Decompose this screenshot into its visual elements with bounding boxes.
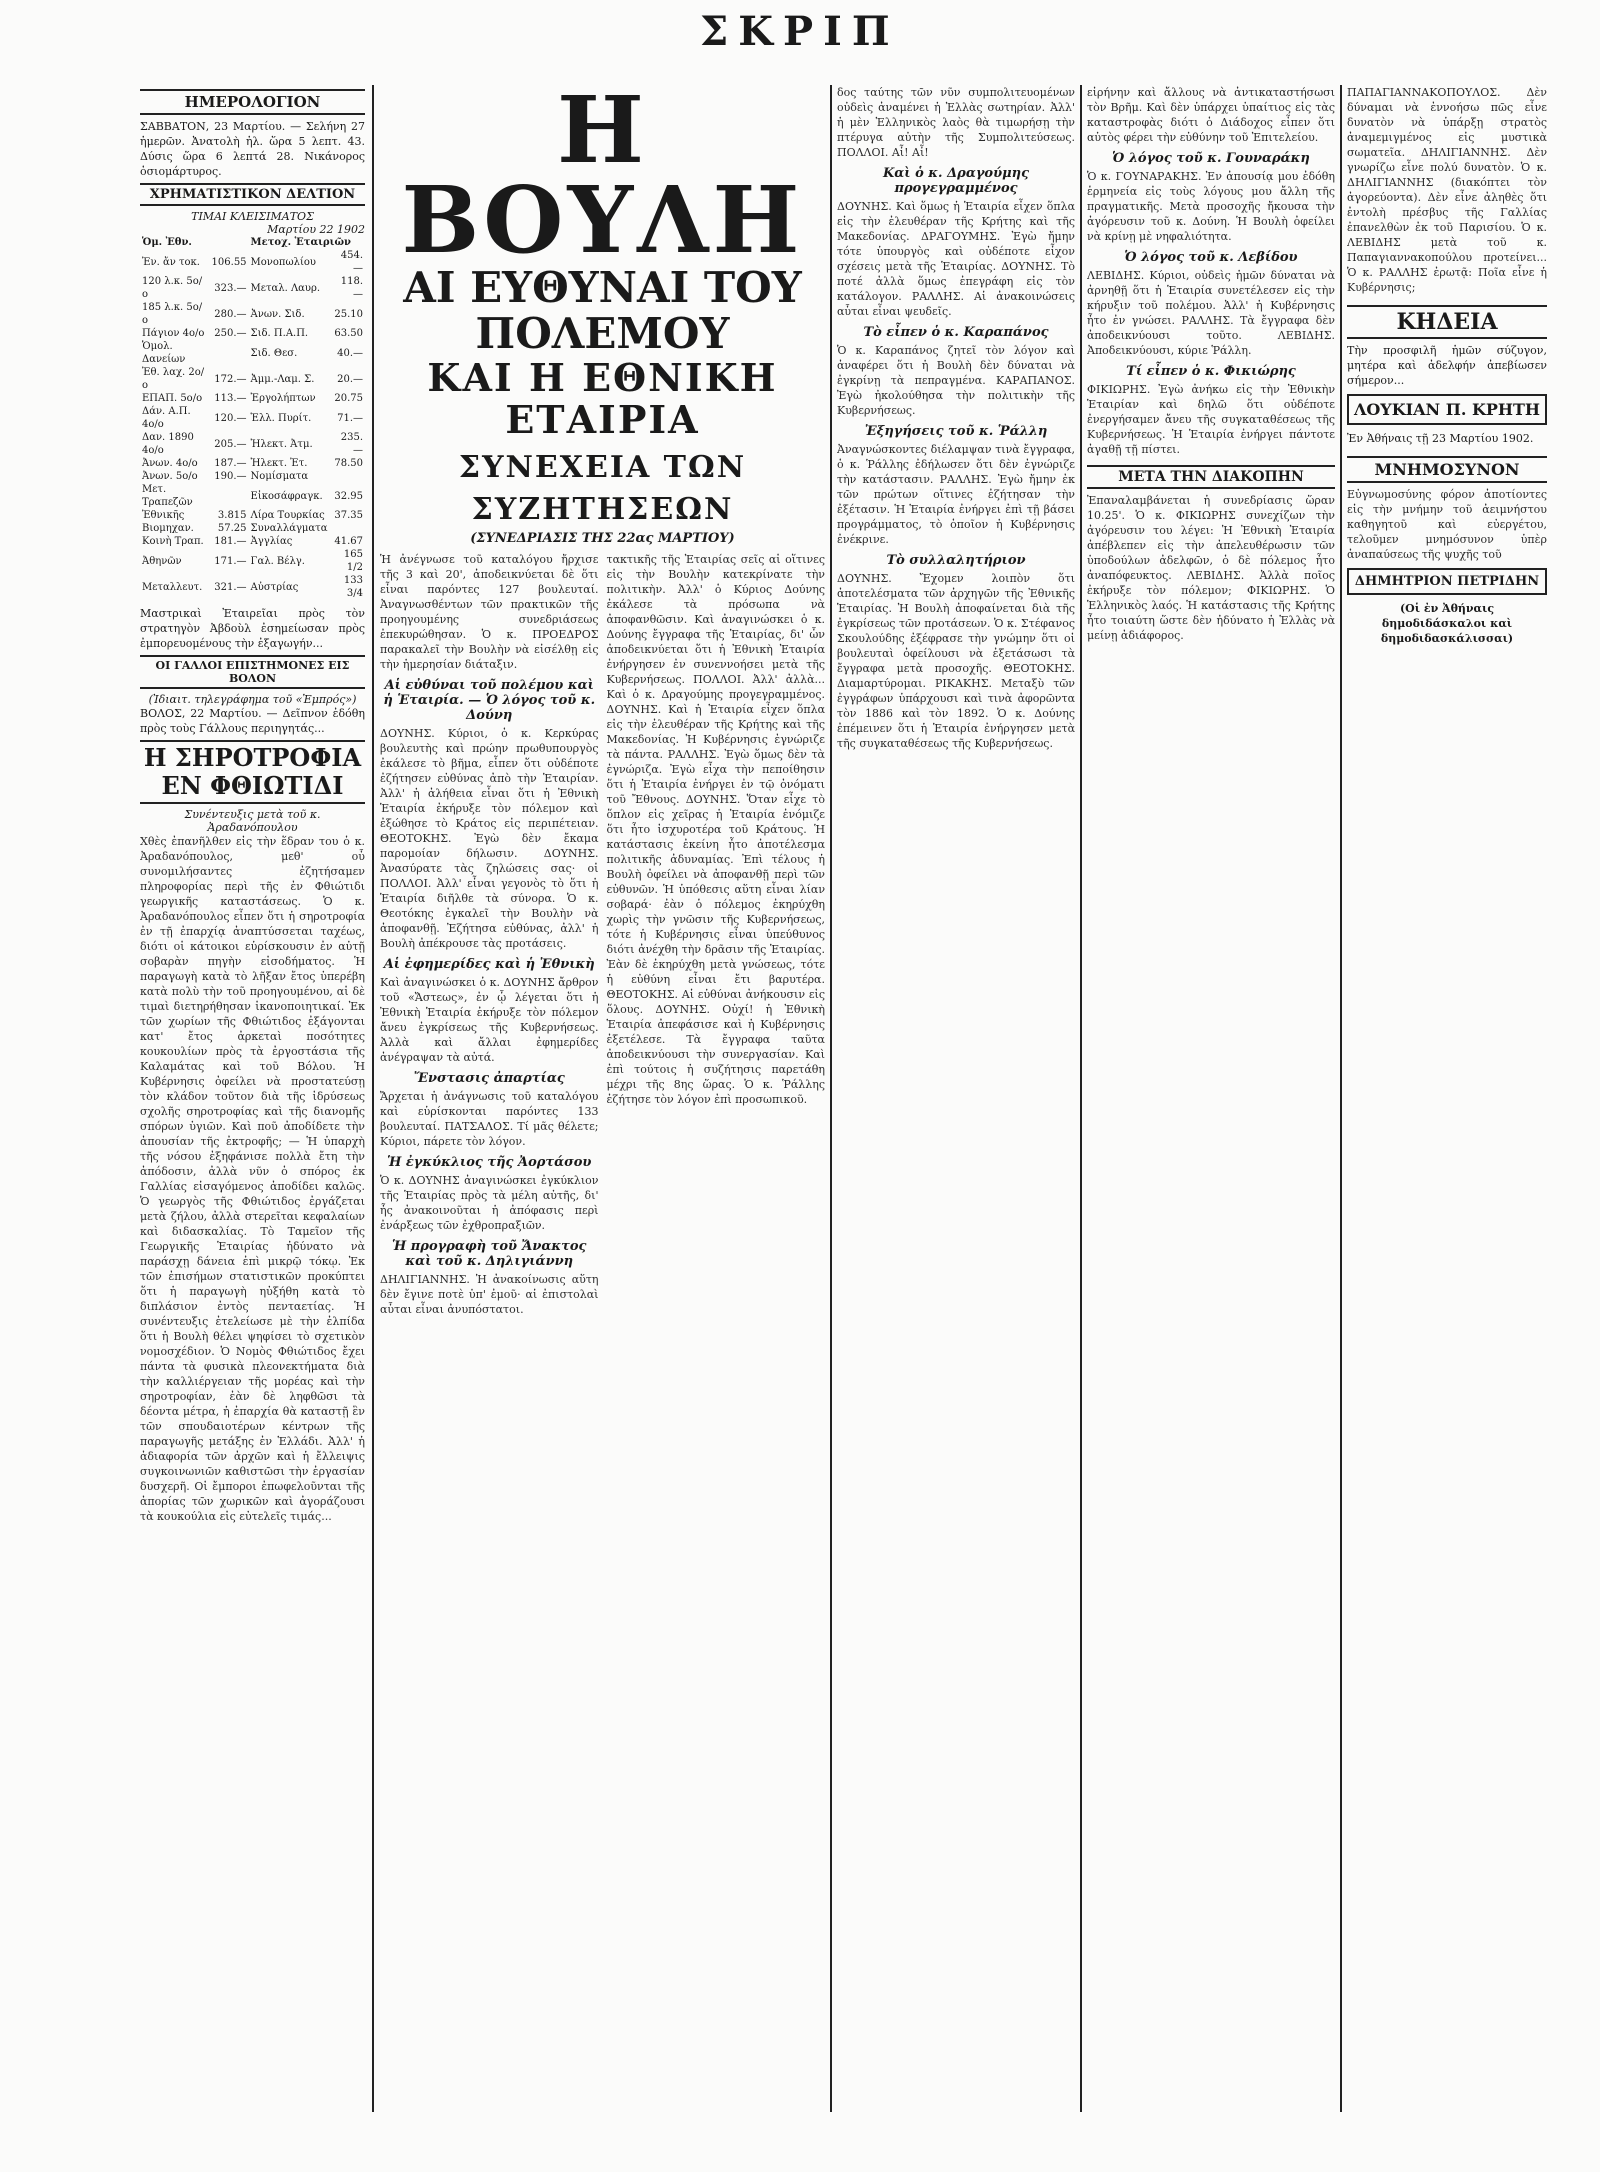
rate-value: 37.35	[334, 510, 363, 521]
rate-value: 57.25	[217, 523, 247, 534]
rate-value: 187.—	[214, 458, 247, 469]
rate-value: 321.—	[214, 581, 247, 593]
funeral-date: Ἐν Ἀθήναις τῇ 23 Μαρτίου 1902.	[1347, 432, 1534, 445]
rate-value: 118.—	[340, 276, 363, 300]
rate-value: 32.95	[334, 490, 363, 502]
rates-row	[140, 509, 365, 522]
rate-label: Ἀμμ.-Λαμ. Σ.	[250, 373, 315, 385]
rate-value: 454.—	[340, 250, 363, 274]
article-body: ΔΟΥΝΗΣ. Κύριοι, ὁ κ. Κερκύρας βουλευτὴς καὶ πρώην πρωθυπουργὸς ἐκάλεσε τὸ βῆμα, εἶπεν ὅτι οὐδέποτε ἐζήτησεν εὐθύνας ἀπὸ τὴν Ἑταιρίαν. Ἀλλ' ἡ ἀλήθεια εἶναι ὅτι ἡ Ἐθνικὴ Ἑταιρία ἐκήρυξε τὸν πόλεμον καὶ ἐξώθησε τὸ Κράτος εἰς περιπέτειαν. ΘΕΟΤΟΚΗΣ. Ἐγὼ δὲν ἔκαμα παρομοίαν δήλωσιν. ΔΟΥΝΗΣ. Ἀνασύρατε τὰς ζηλώσεις σας· οἱ ΠΟΛΛΟΙ. Ἀλλ' εἶναι γεγονὸς τὸ ὅτι ἡ Ἑταιρία διῆλθε τὰ σύνορα. Ὁ κ. Θεοτόκης ἐγκαλεῖ τὴν Βουλὴν νὰ ἀποφανθῇ. Ἐζήτησα εὐθύνας, ἀλλ' ἡ Βουλὴ ἀπέκρουσε τὰς προτάσεις.	[380, 727, 599, 950]
section-heading: Αἱ εὐθύναι τοῦ πολέμου καὶ ἡ Ἑταιρία. — Ὁ λόγος τοῦ κ. Δούνη	[383, 678, 596, 723]
rates-row	[140, 275, 365, 301]
column-3	[837, 85, 1075, 2112]
article-body: Ἐπαναλαμβάνεται ἡ συνεδρίασις ὥραν 10.25'. Ὁ κ. ΦΙΚΙΩΡΗΣ συνεχίζων τὴν ἀγόρευσιν του λέγει: Ἡ Ἐθνικὴ Ἑταιρία ἀπέβλεπεν εἰς τὴν ἀπελευθέρωσιν τῶν ὑποδούλων ἀδελφῶν, ὁ δὲ πόλεμος ἦτο ἀναπόφευκτος. ΛΕΒΙΔΗΣ. Ἀλλὰ ποῖος ἐκήρυξε τὸν πόλεμον; ΦΙΚΙΩΡΗΣ. Ὁ Ἑλληνικὸς λαός. Ἡ κατάστασις τῆς Κρήτης ἦτο τοιαύτη ὥστε δὲν ἠδύνατο ἡ Ἑλλὰς νὰ μείνῃ ἀδιάφορος.	[1087, 494, 1335, 642]
rate-label: 120 λ.κ. 5ο/ο	[142, 276, 203, 300]
rate-label: Σιδ. Π.Α.Π.	[250, 328, 309, 339]
rate-value	[329, 522, 365, 535]
volos-subtitle: (Ἰδιαιτ. τηλεγράφημα τοῦ «Ἐμπρός»)	[148, 693, 357, 706]
column-5	[1347, 85, 1547, 2112]
exchange-title: ΧΡΗΜΑΤΙΣΤΙΚΟΝ ΔΕΛΤΙΟΝ	[140, 183, 365, 206]
article-body: Χθὲς ἐπανῆλθεν εἰς τὴν ἕδραν του ὁ κ. Ἀραδανόπουλος, μεθ' οὗ συνομιλήσαντες ἐζητήσαμεν πληροφορίας περὶ τῆς ἐν Φθιώτιδι γεωργικῆς καταστάσεως. Ὁ κ. Ἀραδανόπουλος εἶπεν ὅτι ἡ σηροτροφία ἐν τῇ ἐπαρχίᾳ ἀναπτύσσεται ταχέως, διότι οἱ κάτοικοι εὑρίσκουσιν ἐν αὐτῇ σοβαρὰν πηγὴν εἰσοδήματος. Ἡ παραγωγὴ κατὰ τὸ λῆξαν ἔτος ὑπερέβη κατὰ πολὺ τὴν τοῦ προηγουμένου, αἱ δὲ τιμαὶ διετηρήθησαν ἱκανοποιητικαί. Ἐκ τῶν χωρίων τῆς Φθιώτιδος ἐξάγονται κατ' ἔτος ἀρκεταὶ ποσότητες κουκουλίων πρὸς τὰ ἐργοστάσια τῆς Καλαμάτας καὶ τοῦ Βόλου. Ἡ Κυβέρνησις ὀφείλει νὰ προστατεύσῃ τὸν κλάδον τοῦτον διὰ τῆς ἱδρύσεως σχολῆς σηροτροφίας καὶ τῆς διανομῆς σπόρων ὑγιῶν. Καὶ ποῦ ἀποδίδετε τὴν ἀπουσίαν τῆς ἐκτροφῆς; — Ἡ ὑπαρχὴ τῆς νόσου ἐξηφάνισε πολλὰ ἔτη τὴν ἀπόδοσιν, ἀλλὰ νῦν ὁ σπόρος ἐκ Γαλλίας εἰσαγόμενος ἀποδίδει καλῶς. Ὁ γεωργὸς τῆς Φθιώτιδος ἐργάζεται μετὰ ζήλου, ἀλλὰ στερεῖται κεφαλαίων καὶ διδασκαλίας. Τὸ Ταμεῖον τῆς Γεωργικῆς Ἑταιρίας ἠδύνατο νὰ παράσχῃ δάνεια ἐπὶ μικρῷ τόκῳ. Ἐκ τῶν ἐπισήμων στατιστικῶν προκύπτει ὅτι ἡ παραγωγὴ ηὐξήθη κατὰ τὸ διπλάσιον ἐντὸς πενταετίας. Ἡ συνέντευξις ἐτελείωσε μὲ τὴν ἐλπίδα ὅτι ἡ Βουλὴ θέλει ψηφίσει τὸ σχετικὸν νομοσχέδιον. Ὁ Νομὸς Φθιώτιδος ἔχει πάντα τὰ φυσικὰ πλεονεκτήματα διὰ τὴν καλλιέργειαν τῆς μορέας καὶ τὴν σηροτροφίαν, ἐὰν δὲ ληφθῶσι τὰ δέοντα μέτρα, ἡ ἐπαρχία θὰ καταστῇ ἓν τῶν σπουδαιοτέρων κέντρων τῆς παραγωγῆς μετάξης ἐν Ἑλλάδι. Ἀλλ' ἡ ἀδιαφορία τῶν ἀρχῶν καὶ ἡ ἔλλειψις συγκοινωνιῶν καθιστῶσι τὴν ἐργασίαν δυσχερῆ. Οἱ ἔμποροι ἐπωφελοῦνται τῆς ἀπορίας τῶν χωρικῶν καὶ ἀγοράζουσι τὰ κουκούλια εἰς εὐτελεῖς τιμάς...	[140, 835, 365, 1523]
rate-label: Μετ. Τραπεζῶν	[142, 484, 193, 508]
section-heading: Ἡ προγραφὴ τοῦ Ἄνακτος καὶ τοῦ κ. Δηλιγιάννη	[392, 1239, 587, 1269]
masthead: ΣΚΡΙΠ	[700, 8, 900, 55]
rate-label: Δαν. 1890 4ο/ο	[142, 432, 194, 456]
rate-value: 20.—	[337, 373, 363, 385]
rate-label: Δάν. Α.Π. 4ο/ο	[142, 406, 191, 430]
article-body: ΔΟΥΝΗΣ. Ἔχομεν λοιπὸν ὅτι ἀποτελέσματα τῶν ἀρχηγῶν τῆς Ἐθνικῆς Ἑταιρίας. Ἡ Βουλὴ ἀποφαίνεται διὰ τῆς ἐγκρίσεως τῶν προτάσεων. Ὁ κ. Στέφανος Σκουλούδης ἐξέφρασε τὴν γνώμην ὅτι οἱ βουλευταὶ ὀφείλουσι νὰ ἐξετάσωσι τὰ ἔγγραφα μετὰ προσοχῆς. ΘΕΟΤΟΚΗΣ. Διαμαρτύρομαι. ΡΙΚΑΚΗΣ. Μεταξὺ τῶν ἐγγράφων ὑπάρχουσι καὶ τινὰ ἀφορῶντα τὸν 1886 καὶ τὸν 1892. Ὁ κ. Δούνης ἐπέμεινεν ὅτι ἡ Ἑταιρία ἐνήργησεν μετὰ τῆς συγκαταθέσεως τῆς Κυβερνήσεως.	[837, 572, 1075, 750]
memorial-signature: (Οἱ ἐν Ἀθήναις δημοδιδάσκαλοι καὶ δημοδιδασκάλισσαι)	[1380, 602, 1514, 645]
rate-value: 20.75	[334, 393, 363, 404]
rate-label: Ἀνων. Σιδ.	[250, 308, 305, 320]
volos-text: ΒΟΛΟΣ, 22 Μαρτίου. — Δεῖπνον ἐδόθη πρὸς τοὺς Γάλλους περιηγητάς...	[140, 707, 365, 735]
rates-row	[140, 301, 365, 327]
column-4	[1087, 85, 1335, 2112]
section-heading: Καὶ ὁ κ. Δραγούμης προγεγραμμένος	[882, 166, 1029, 196]
rate-value: 205.—	[214, 438, 247, 450]
rates-head-left: Ὁμ. Ἐθν.	[142, 237, 192, 248]
rate-value: 323.—	[214, 282, 247, 294]
article-body: δος ταύτης τῶν νῦν συμπολιτευομένων οὐδεὶς ἀναμένει ἡ Ἑλλὰς σωτηρίαν. Ἀλλ' ἡ μὲν Ἑλληνικὸς λαὸς θὰ τιμωρήσῃ τὴν πτέρυγα αὐτὴν τῆς Συμπολιτεύσεως. ΠΟΛΛΟΙ. Αἶ! Αἶ!	[837, 86, 1075, 159]
funeral-text: Τὴν προσφιλῆ ἡμῶν σύζυγον, μητέρα καὶ ἀδελφήν ἀπεβίωσεν σήμερον...	[1347, 344, 1547, 387]
article-body: ΛΕΒΙΔΗΣ. Κύριοι, οὐδεὶς ἡμῶν δύναται νὰ ἀρνηθῇ ὅτι ἡ Ἑταιρία συνετέλεσεν εἰς τὴν κήρυξιν τοῦ πολέμου. Ἀλλ' ἡ Κυβέρνησις ἦτο ἐν γνώσει. ΡΑΛΛΗΣ. Τὰ ἔγγραφα δὲν ἀποδεικνύουσι τοῦτο. ΛΕΒΙΔΗΣ. Ἀποδεικνύουσι, κύριε Ῥάλλη.	[1087, 269, 1335, 357]
rate-label: Ὁμολ. Δανείων	[142, 341, 186, 365]
rate-value: 78.50	[334, 458, 363, 469]
article-body: ΔΗΛΙΓΙΑΝΝΗΣ. Ἡ ἀνακοίνωσις αὕτη δὲν ἔγινε ποτὲ ὑπ' ἐμοῦ· αἱ ἐπιστολαὶ αὗται εἶναι ἀνυπόστατοι.	[380, 1273, 599, 1316]
calendar-text: ΣΑΒΒΑΤΟΝ, 23 Μαρτίου. — Σελήνη 27 ἡμερῶν. Ἀνατολὴ ἡλ. ὥρα 5 λεπτ. 43. Δύσις ὥρα 6 λεπτά 28. Νικάνορος ὁσιομάρτυρος.	[140, 120, 365, 178]
rates-row	[140, 249, 365, 275]
rate-label: Πάγιον 4ο/ο	[142, 328, 205, 339]
calendar-title: ΗΜΕΡΟΛΟΓΙΟΝ	[140, 89, 365, 115]
rate-value: 165 1/2	[343, 549, 363, 573]
rates-head-right: Μετοχ. Ἑταιριῶν	[250, 237, 351, 248]
rates-table	[140, 236, 365, 600]
rate-label: Ἀθηνῶν	[142, 555, 182, 567]
rates-row	[140, 340, 365, 366]
rate-value: 25.10	[334, 308, 363, 320]
memorial-name: ΔΗΜΗΤΡΙΟΝ ΠΕΤΡΙΔΗΝ	[1347, 568, 1547, 595]
rate-label: Ἑλλ. Πυρίτ.	[250, 412, 312, 424]
rate-value: 280.—	[214, 308, 247, 320]
rate-label: Ἀγγλίας	[250, 536, 293, 547]
rates-row	[140, 327, 365, 340]
column-2	[380, 85, 825, 2112]
rate-label: Μονοπωλίου	[250, 256, 316, 268]
rate-label: 185 λ.κ. 5ο/ο	[142, 302, 203, 326]
rate-value	[329, 470, 365, 483]
headline-society: ΚΑΙ Η ΕΘΝΙΚΗ ΕΤΑΙΡΙΑ	[427, 355, 778, 442]
column-rule	[372, 85, 374, 2112]
rate-value: 250.—	[214, 328, 247, 339]
article-body: ΠΑΠΑΓΙΑΝΝΑΚΟΠΟΥΛΟΣ. Δὲν δύναμαι νὰ ἐννοήσω πῶς εἶνε δυνατὸν νὰ ὑπάρξῃ στρατὸς ἀναμεμιγμένος εἰς μυστικὰ σωματεῖα. ΔΗΛΙΓΙΑΝΝΗΣ. Δὲν γνωρίζω εἶνε πολύ δυνατὸν. Ὁ κ. ΔΗΛΙΓΙΑΝΝΗΣ (διακόπτει τὸν ἀγορεύοντα). Δὲν εἶνε ἀληθὲς ὅτι ἐντολὴ πρέσβυς τῆς Γαλλίας ἐπανελθὼν ἐκ τοῦ Παρισίου. Ὁ κ. ΛΕΒΙΔΗΣ μετὰ τοῦ κ. Παπαγιαννακοπούλου προτείνει... Ὁ κ. ΡΑΛΛΗΣ ἐρωτᾷ: Ποῖα εἶνε ἡ Κυβέρνησις;	[1347, 86, 1547, 294]
headline-vouli: Η ΒΟΥΛΗ	[401, 85, 804, 274]
rate-label: Ἠλεκτ. Ἐτ.	[250, 458, 308, 469]
rate-label: Ἠλεκτ. Ἀτμ.	[250, 438, 313, 450]
rate-value: 113.—	[214, 393, 247, 404]
rate-label: Συναλλάγματα	[250, 523, 328, 534]
rates-row	[140, 548, 365, 574]
rate-value: 106.55	[211, 256, 247, 268]
rates-row	[140, 574, 365, 600]
section-heading: Ἡ ἐγκύκλιος τῆς Ἀορτάσου	[387, 1155, 592, 1170]
rate-value: 133 3/4	[343, 575, 363, 599]
note: Μαστρικαὶ Ἐταιρεῖαι πρὸς τὸν στρατηγὸν Ἀβδοὺλ ἐσημείωσαν πρὸς ἐμπορευομένους τὴν ἐξαγωγήν...	[140, 607, 365, 650]
section-heading: Ὁ λόγος τοῦ κ. Γουναράκη	[1112, 151, 1310, 166]
article-body: ΦΙΚΙΩΡΗΣ. Ἐγὼ ἀνήκω εἰς τὴν Ἐθνικὴν Ἑταιρίαν καὶ δηλῶ ὅτι οὐδέποτε ἐνεργήσαμεν ἄνευ τῆς συγκαταθέσεως τῆς Κυβερνήσεως. Ἡ Ἑταιρία ἐνήργει πάντοτε ἀγαθῇ τῇ πίστει.	[1087, 383, 1335, 456]
headline-continuation: ΣΥΝΕΧΕΙΑ ΤΩΝ ΣΥΖΗΤΗΣΕΩΝ	[458, 450, 747, 527]
rate-label: Κοινὴ Τραπ.	[142, 536, 204, 547]
rates-row	[140, 392, 365, 405]
volos-title: ΟΙ ΓΑΛΛΟΙ ΕΠΙΣΤΗΜΟΝΕΣ ΕΙΣ ΒΟΛΟΝ	[140, 655, 365, 689]
rate-label: Νομίσματα	[250, 471, 309, 482]
rates-row	[140, 470, 365, 483]
rate-label: Βιομηχαν.	[142, 523, 194, 534]
article-body: Καὶ ἀναγινώσκει ὁ κ. ΔΟΥΝΗΣ ἄρθρον τοῦ «Ἄστεως», ἐν ᾧ λέγεται ὅτι ἡ Ἐθνικὴ Ἑταιρία ἐκήρυξε τὸν πόλεμον ἄνευ ἐγκρίσεως τῆς Κυβερνήσεως. Ἀλλὰ καὶ ἄλλαι ἐφημερίδες ἀνέγραψαν τὰ αὐτά.	[380, 976, 599, 1064]
fthiotis-subtitle: Συνέντευξις μετὰ τοῦ κ. Ἀραδανόπουλου	[184, 808, 321, 834]
section-heading: Τὸ εἶπεν ὁ κ. Καραπάνος	[863, 325, 1049, 340]
rate-value: 63.50	[334, 328, 363, 339]
rate-label: Αὐστρίας	[250, 581, 299, 593]
section-heading: Ὁ λόγος τοῦ κ. Λεβίδου	[1124, 250, 1298, 265]
rates-row	[140, 457, 365, 470]
rate-label: Μεταλλευτ.	[142, 581, 203, 593]
rate-value: 41.67	[334, 536, 363, 547]
memorial-title: ΜΝΗΜΟΣΥΝΟΝ	[1347, 456, 1547, 483]
column-rule	[830, 85, 832, 2112]
section-heading: Ἐξηγήσεις τοῦ κ. Ῥάλλη	[864, 424, 1048, 439]
rate-label: Ἐθ. λαχ. 2ο/ο	[142, 367, 205, 391]
article-body: εἰρήνην καὶ ἄλλους νὰ ἀντικαταστήσωσι τὸν Βρῆμ. Καὶ δὲν ὑπάρχει ὑπαίτιος εἰς τὰς καταστροφὰς διότι ὁ Διάδοχος εἶπεν ὅτι αὐτὸς φέρει τὴν εὐθύνην τοῦ Ἐπιτελείου.	[1087, 86, 1335, 144]
rate-label: Γαλ. Βέλγ.	[250, 555, 305, 567]
rate-label: Εἰκοσάφραγκ.	[250, 490, 323, 502]
column-rule	[1340, 85, 1342, 2112]
article-body: Ὁ κ. ΓΟΥΝΑΡΑΚΗΣ. Ἐν ἀπουσίᾳ μου ἐδόθη ἑρμηνεία εἰς τοὺς λόγους μου ἄλλη τῆς πραγματικῆς. Μετὰ προσοχῆς ἤκουσα τὴν ἀγόρευσιν τοῦ κ. Δούνη. Ἡ Βουλὴ ὀφείλει νὰ κρίνῃ μὲ νηφαλιότητα.	[1087, 170, 1335, 243]
rate-label: Σιδ. Θεσ.	[250, 347, 298, 359]
rates-row	[140, 366, 365, 392]
section-heading: Τί εἶπεν ὁ κ. Φικιώρης	[1126, 364, 1296, 379]
session-date: (ΣΥΝΕΔΡΙΑΣΙΣ ΤΗΣ 22ας ΜΑΡΤΙΟΥ)	[470, 531, 735, 546]
after-break-heading: ΜΕΤΑ ΤΗΝ ΔΙΑΚΟΠΗΝ	[1087, 465, 1335, 489]
section-heading: Αἱ ἐφημερίδες καὶ ἡ Ἐθνικὴ	[383, 957, 595, 972]
rate-label: ΕΠΑΠ. 5ο/ο	[142, 393, 203, 404]
rate-label: Μεταλ. Λαυρ.	[250, 282, 321, 294]
rate-value: 40.—	[337, 347, 363, 359]
fthiotis-title: Η ΣΗΡΟΤΡΟΦΙΑ ΕΝ ΦΘΙΩΤΙΔΙ	[140, 740, 365, 804]
article-body: τακτικῆς τῆς Ἑταιρίας σεῖς αἱ οἵτινες εἰς τὴν Βουλὴν κατεκρίνατε τὴν πολιτικὴν. Ἀλλ' ὁ Κύριος Δούνης ἐκάλεσε τὰ πρόσωπα νὰ ἀποφανθῶσιν. Καὶ ἀναγινώσκει ὁ κ. Δούνης ἔγγραφα τῆς Ἑταιρίας, δι' ὧν ἀποδεικνύεται ὅτι ἡ Ἐθνικὴ Ἑταιρία ἐνήργησεν ἐν συνεννοήσει μετὰ τῆς Κυβερνήσεως. ΠΟΛΛΟΙ. Ἀλλ' ἀλλὰ... Καὶ ὁ κ. Δραγούμης προγεγραμμένος. ΔΟΥΝΗΣ. Καὶ ἡ Ἑταιρία εἶχεν ὅπλα εἰς τὴν ἐλευθέραν τῆς Κρήτης καὶ τῆς Μακεδονίας. Ἡ Κυβέρνησις ἐγνώριζε τὰ πάντα. ΡΑΛΛΗΣ. Ἐγὼ ὅμως δὲν τὰ ἐγνώριζα. Ἐγὼ εἶχα τὴν πεποίθησιν ὅτι ἡ Ἑταιρία ἐνήργει ἐν τῷ ὀνόματι τοῦ Ἔθνους. ΔΟΥΝΗΣ. Ὅταν εἶχε τὸ ὅπλον εἰς χεῖρας ἡ Ἑταιρία ἐνόμιζε ὅτι ἦτο ἰσχυροτέρα τοῦ Κράτους. Ἡ κατάστασις ἐκείνη ἦτο ἀποτέλεσμα πολιτικῆς ἀδυναμίας. Ἐπὶ τέλους ἡ Βουλὴ ὀφείλει νὰ ἀποφανθῇ περὶ τῶν εὐθυνῶν. Ἡ ὑπόθεσις αὕτη εἶναι λίαν σοβαρά· ἐὰν ὁ πόλεμος ἐκηρύχθη χωρὶς τὴν γνῶσιν τῆς Κυβερνήσεως, τότε ἡ Κυβέρνησις εἶναι ὑπεύθυνος διότι ἀνέχθη τὴν δρᾶσιν τῆς Ἑταιρίας. Ἐὰν δὲ ἐκηρύχθη μετὰ γνώσεως, τότε ἡ εὐθύνη εἶναι ἔτι βαρυτέρα. ΘΕΟΤΟΚΗΣ. Αἱ εὐθύναι ἀνήκουσιν εἰς ὅλους. ΔΟΥΝΗΣ. Οὐχί! ἡ Ἐθνικὴ Ἑταιρία ἀπεφάσισε καὶ ἡ Κυβέρνησις ἐξετέλεσε. Τὰ ἔγγραφα ταῦτα ἀποδεικνύουσι τὴν συνεργασίαν. Καὶ ἐπὶ τούτοις ἡ συζήτησις παρετάθη μέχρι τῆς 8ης ὥρας. Ὁ κ. Ῥάλλης ἐζήτησε τὸν λόγον ἐπὶ προσωπικοῦ.	[606, 553, 825, 1106]
rate-label: Ἀνων. 5ο/ο	[142, 471, 198, 482]
exchange-date: Μαρτίου 22 1902	[267, 223, 365, 236]
rate-value: 181.—	[214, 536, 247, 547]
rates-row	[140, 483, 365, 509]
rate-value	[210, 483, 249, 509]
exchange-subtitle: ΤΙΜΑΙ ΚΛΕΙΣΙΜΑΤΟΣ	[191, 210, 314, 223]
rate-value	[210, 340, 249, 366]
article-body: Ἄρχεται ἡ ἀνάγνωσις τοῦ καταλόγου καὶ εὑρίσκονται παρόντες 133 βουλευταί. ΠΑΤΣΑΛΟΣ. Τί μᾶς θέλετε; Κύριοι, πάρετε τὸν λόγον.	[380, 1090, 599, 1148]
rate-value: 171.—	[214, 555, 247, 567]
rate-value: 71.—	[337, 412, 363, 424]
rate-label: Ἀνων. 4ο/ο	[142, 458, 198, 469]
funeral-name: ΛΟΥΚΙΑΝ Π. ΚΡΗΤΗ	[1347, 394, 1547, 425]
column-rule	[1080, 85, 1082, 2112]
rate-value: 190.—	[214, 471, 247, 482]
rate-label: Λίρα Τουρκίας	[250, 510, 325, 521]
rate-value: 172.—	[214, 373, 247, 385]
rates-row	[140, 522, 365, 535]
headline-war: ΑΙ ΕΥΘΥΝΑΙ ΤΟΥ ΠΟΛΕΜΟΥ	[403, 263, 802, 358]
rate-value: 120.—	[214, 412, 247, 424]
article-body: Ἡ ἀνέγνωσε τοῦ καταλόγου ἤρχισε τῆς 3 καὶ 20', ἀποδεικνύεται δὲ ὅτι εἶναι παρόντες 127 βουλευταί. Ἀναγνωσθέντων τῶν πρακτικῶν τῆς προηγουμένης συνεδριάσεως ἐπεκυρώθησαν. Ὁ κ. ΠΡΟΕΔΡΟΣ παρακαλεῖ τὴν Βουλὴν νὰ εἰσέλθῃ εἰς τὴν ἡμερησίαν διάταξιν.	[380, 553, 599, 671]
section-heading: Ἔνστασις ἀπαρτίας	[413, 1071, 565, 1086]
section-heading: Τὸ συλλαλητήριον	[886, 553, 1026, 568]
rate-label: Ἐν. ἄν τοκ.	[142, 256, 200, 268]
column-1	[140, 85, 365, 2112]
article-body: ΔΟΥΝΗΣ. Καὶ ὅμως ἡ Ἑταιρία εἶχεν ὅπλα εἰς τὴν ἐλευθέραν τῆς Κρήτης καὶ τῆς Μακεδονίας. ΔΡΑΓΟΥΜΗΣ. Ἐγὼ ἤμην τότε ὑπουργὸς καὶ οὐδέποτε εἶχον σχέσεις μετὰ τῆς Ἑταιρίας. ΔΟΥΝΗΣ. Τὸ ποτέ ἀλλὰ ὅμως ἐπεγράφη εἰς τὸν κατάλογον. ΡΑΛΛΗΣ. Αἱ ἀνακοινώσεις αὗται εἶναι ψευδεῖς.	[837, 200, 1075, 318]
article-body: Ὁ κ. Καραπάνος ζητεῖ τὸν λόγον καὶ ἀναφέρει ὅτι ἡ Βουλὴ δὲν δύναται νὰ ἐγκρίνῃ τὰ πεπραγμένα. ΚΑΡΑΠΑΝΟΣ. Ἐγὼ ἠκολούθησα τὴν πολιτικὴν τῆς Κυβερνήσεως.	[837, 344, 1075, 417]
rates-row	[140, 431, 365, 457]
rate-value: 235.—	[340, 432, 363, 456]
rate-value: 3.815	[217, 510, 247, 521]
article-body: Εὐγνωμοσύνης φόρον ἀποτίοντες εἰς τὴν μνήμην τοῦ ἀειμνήστου καθηγητοῦ καὶ εὐεργέτου, τελοῦμεν μνημόσυνον ὑπὲρ ἀναπαύσεως τῆς ψυχῆς τοῦ	[1347, 488, 1547, 561]
article-body: Ἀναγνώσκοντες διέλαμψαν τινὰ ἔγγραφα, ὁ κ. Ῥάλλης ἐδήλωσεν ὅτι δὲν ἐγνώριζε τὴν κατάστασιν. ΡΑΛΛΗΣ. Ἐγὼ ἤμην ἐκ τῶν πρώτων οἵτινες ἐζήτησαν τὴν ἐξέτασιν. Ἡ Ἑταιρία ἐνήργει ἐπὶ τῇ βάσει προγράμματος, τὸ ὁποῖον ἡ Κυβέρνησις ἐνέκρινε.	[837, 443, 1075, 546]
rates-row	[140, 535, 365, 548]
funeral-title: ΚΗΔΕΙΑ	[1347, 305, 1547, 339]
rate-label: Ἐργολήπτων	[250, 393, 316, 404]
rates-row	[140, 405, 365, 431]
article-body: Ὁ κ. ΔΟΥΝΗΣ ἀναγινώσκει ἐγκύκλιον τῆς Ἑταιρίας πρὸς τὰ μέλη αὐτῆς, δι' ἧς ἀνακοινοῦται ἡ ἀπόφασις περὶ ἐνάρξεως τῶν ἐχθροπραξιῶν.	[380, 1174, 599, 1232]
rate-label: Ἐθνικῆς	[142, 510, 185, 521]
